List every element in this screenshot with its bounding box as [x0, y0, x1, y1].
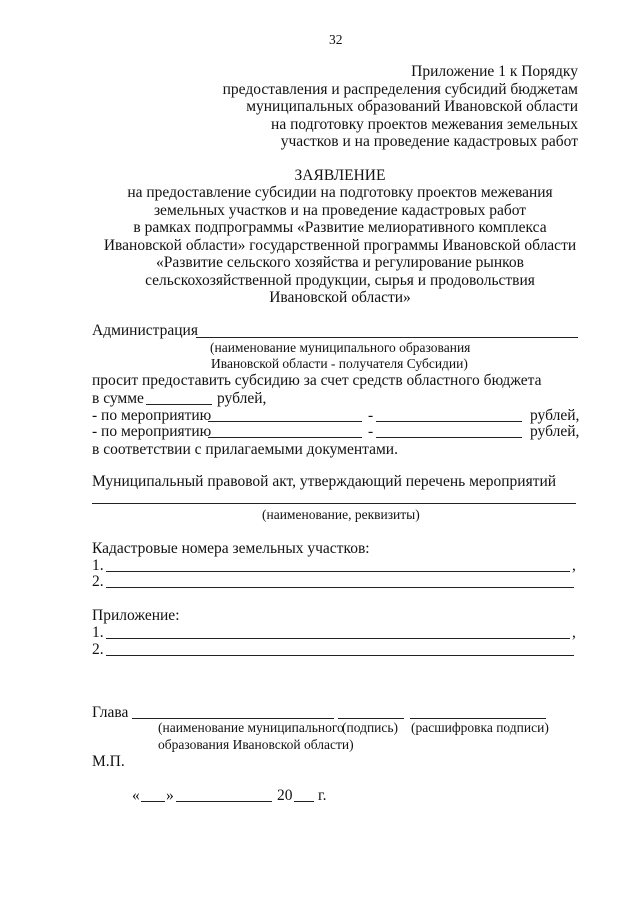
attachment-field-2[interactable] — [106, 655, 574, 656]
act-field[interactable] — [92, 503, 576, 504]
head-decode-field[interactable] — [410, 718, 546, 719]
cadastral-field-2[interactable] — [106, 587, 574, 588]
page-number: 32 — [329, 32, 343, 47]
attachment-comma: , — [572, 624, 576, 641]
cadastral-item-number: 2. — [92, 573, 104, 590]
attachment-label: Приложение: — [92, 607, 180, 624]
cadastral-label: Кадастровые номера земельных участков: — [92, 540, 370, 557]
attachment-item-number: 1. — [92, 624, 104, 641]
documents-text: в соответствии с прилагаемыми документами. — [92, 441, 398, 458]
subtitle-line: земельных участков и на проведение кадастровых работ — [153, 201, 527, 219]
measure-rub: рублей, — [530, 423, 580, 440]
date-month-field[interactable] — [176, 801, 272, 802]
administration-label: Администрация — [92, 322, 198, 339]
administration-hint: (наименование муниципального образования — [210, 340, 471, 355]
attachment-item-number: 2. — [92, 641, 104, 658]
cadastral-field-1[interactable] — [106, 571, 570, 572]
date-year-suffix: г. — [318, 787, 327, 804]
subtitle-line: сельскохозяйственной продукции, сырья и продовольствия — [145, 271, 535, 289]
appendix-line: на подготовку проектов межевания земельных — [271, 115, 578, 133]
document-subtitle — [0, 184, 640, 307]
cadastral-comma: , — [572, 557, 576, 574]
sum-field[interactable] — [146, 404, 212, 405]
head-hint-name: образования Ивановской области) — [158, 737, 354, 752]
subtitle-line: Ивановской области» — [269, 289, 411, 306]
date-year-field[interactable] — [294, 801, 314, 802]
stamp-mark: М.П. — [92, 753, 125, 770]
head-municipality-field[interactable] — [132, 718, 334, 719]
measure-label: - по мероприятию — [92, 407, 212, 424]
administration-field[interactable] — [196, 337, 578, 338]
date-day-field[interactable] — [141, 801, 165, 802]
request-text: просит предоставить субсидию за счет средств областного бюджета — [92, 372, 542, 389]
head-hint-name: (наименование муниципального — [158, 720, 344, 735]
subtitle-line: в рамках подпрограммы «Развитие мелиоративного комплекса — [133, 219, 547, 236]
head-hint-sign: (подпись) — [342, 720, 399, 735]
sum-prefix: в сумме — [92, 390, 144, 407]
date-quote-open: « — [132, 787, 140, 804]
measure-name-field[interactable] — [208, 421, 362, 422]
appendix-line: Приложение 1 к Порядку — [411, 63, 578, 80]
measure-name-field[interactable] — [208, 437, 362, 438]
appendix-line: муниципальных образований Ивановской области — [246, 98, 578, 115]
appendix-line: участков и на проведение кадастровых работ — [280, 133, 578, 150]
head-hint-decode: (расшифровка подписи) — [411, 720, 549, 735]
head-label: Глава — [92, 704, 129, 721]
act-hint: (наименование, реквизиты) — [262, 507, 420, 522]
measure-dash: - — [368, 423, 374, 440]
attachment-field-1[interactable] — [106, 638, 570, 639]
subtitle-line: на предоставление субсидии на подготовку проектов межевания — [127, 184, 553, 201]
date-quote-close: » — [166, 787, 174, 804]
measure-amount-field[interactable] — [376, 437, 522, 438]
subtitle-line: Ивановской области» государственной программы Ивановской области — [103, 236, 577, 254]
administration-hint: Ивановской области - получателя Субсидии) — [211, 356, 468, 371]
measure-dash: - — [368, 407, 374, 424]
act-text: Муниципальный правовой акт, утверждающий перечень мероприятий — [92, 473, 557, 490]
head-signature-field[interactable] — [338, 718, 404, 719]
subtitle-line: «Развитие сельского хозяйства и регулирование рынков — [156, 254, 524, 271]
measure-label: - по мероприятию — [92, 423, 212, 440]
date-year: 20 — [277, 787, 293, 804]
measure-amount-field[interactable] — [376, 421, 522, 422]
sum-suffix: рублей, — [217, 390, 267, 407]
measure-rub: рублей, — [530, 407, 580, 424]
document-title: ЗАЯВЛЕНИЕ — [294, 167, 386, 184]
appendix-line: предоставления и распределения субсидий бюджетам — [222, 80, 578, 98]
appendix-block — [223, 63, 578, 151]
cadastral-item-number: 1. — [92, 557, 104, 574]
